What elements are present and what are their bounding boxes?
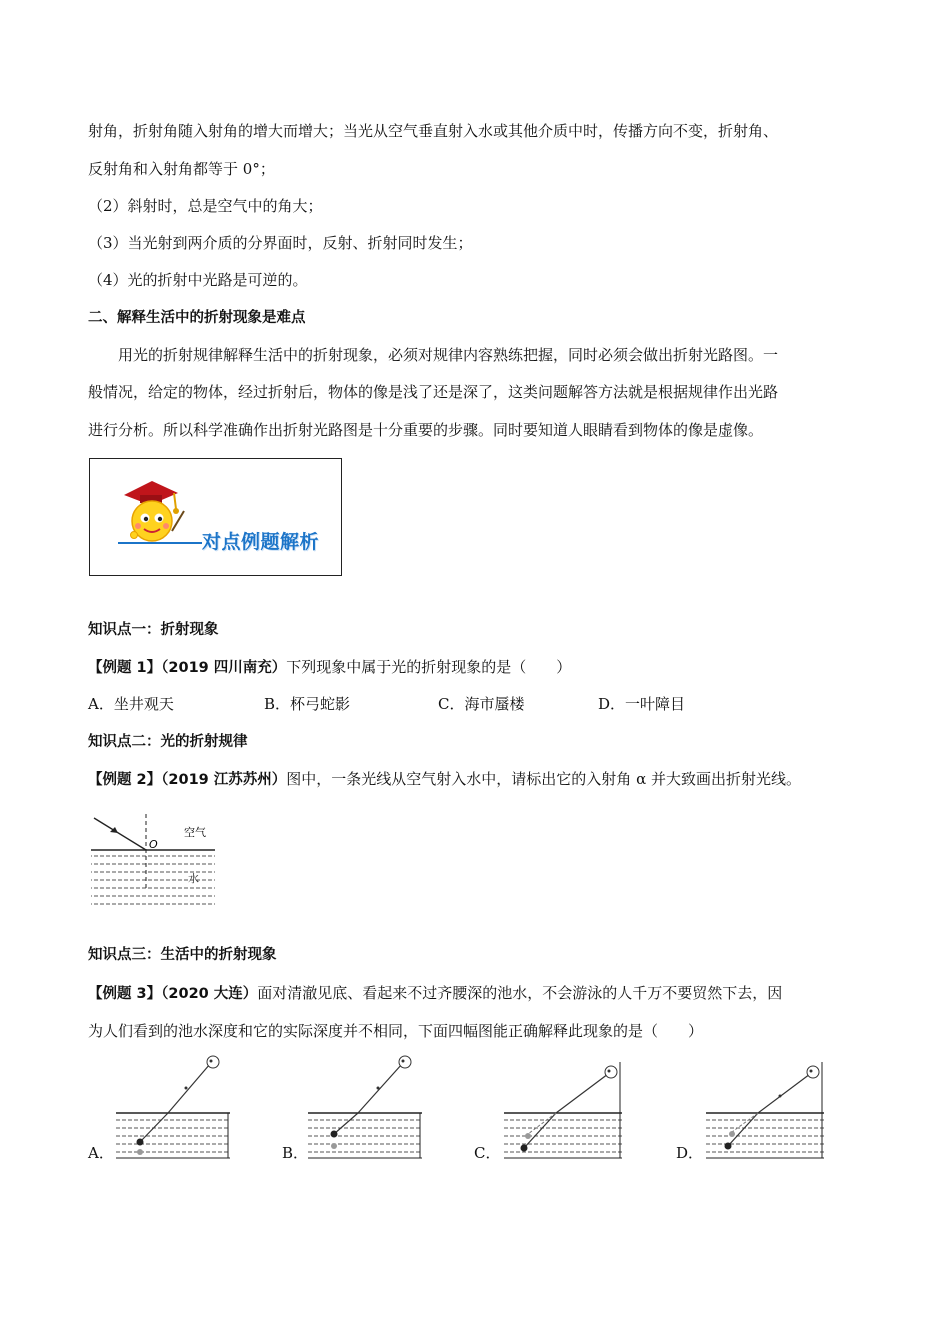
example-tag: 【例题 1】	[88, 660, 162, 676]
question-text: 下列现象中属于光的折射现象的是（ ）	[286, 658, 572, 676]
paragraph-line: 进行分析。所以科学准确作出折射光路图是十分重要的步骤。同时要知道人眼睛看到物体的像是虚像。	[88, 421, 764, 439]
option-a-figure	[110, 1052, 236, 1162]
question-text: 图中，一条光线从空气射入水中，请标出它的入射角 α 并大致画出折射光线。	[286, 770, 801, 788]
point-label: O	[149, 838, 158, 851]
example-source: （2019 四川南充）	[161, 660, 287, 676]
paragraph-line: 用光的折射规律解释生活中的折射现象，必须对规律内容熟练把握，同时必须会做出折射光路图。一	[118, 346, 779, 364]
option-d: D．一叶障目	[598, 695, 686, 713]
incident-ray	[94, 818, 146, 850]
paragraph-line: 般情况，给定的物体，经过折射后，物体的像是浅了还是深了，这类问题解答方法就是根据规律作出光路	[88, 383, 779, 401]
mascot-icon	[114, 473, 194, 553]
example-source: （2019 江苏苏州）	[161, 772, 287, 788]
question-text: 面对清澈见底、看起来不过齐腰深的池水，不会游泳的人千万不要贸然下去，因	[257, 984, 783, 1002]
list-item: （2）斜射时，总是空气中的角大；	[88, 197, 323, 215]
option-a: A．坐井观天	[88, 695, 174, 713]
list-item: （3）当光射到两介质的分界面时，反射、折射同时发生；	[88, 234, 473, 252]
knowledge-point-heading: 知识点二：光的折射规律	[88, 734, 248, 750]
example-question	[88, 657, 571, 678]
option-a-label: A．	[88, 1144, 114, 1162]
option-b: B．杯弓蛇影	[264, 695, 351, 713]
question-text: 为人们看到的池水深度和它的实际深度并不相同，下面四幅图能正确解释此现象的是（ ）	[88, 1022, 704, 1040]
example-question	[88, 769, 801, 790]
paragraph-line: 射角，折射角随入射角的增大而增大；当光从空气垂直射入水或其他介质中时，传播方向不变，折射角、	[88, 122, 779, 140]
example-source: （2020 大连）	[161, 986, 258, 1002]
paragraph-line: 反射角和入射角都等于 0°；	[88, 160, 275, 178]
option-c-label: C．	[474, 1144, 501, 1162]
option-d-label: D．	[676, 1144, 704, 1162]
option-d-figure	[700, 1052, 830, 1162]
refraction-figure	[88, 812, 228, 912]
option-c-figure	[498, 1052, 628, 1162]
knowledge-point-heading: 知识点一：折射现象	[88, 622, 219, 638]
example-tag: 【例题 3】	[88, 986, 162, 1002]
option-c: C．海市蜃楼	[438, 695, 525, 713]
knowledge-point-heading: 知识点三：生活中的折射现象	[88, 947, 277, 963]
list-item: （4）光的折射中光路是可逆的。	[88, 271, 308, 289]
air-label: 空气	[184, 826, 206, 839]
example-banner	[89, 458, 342, 576]
example-tag: 【例题 2】	[88, 772, 162, 788]
example-question	[88, 983, 782, 1004]
banner-divider	[118, 542, 202, 544]
water-label: 水	[188, 872, 199, 885]
option-b-figure	[302, 1052, 428, 1162]
option-b-label: B．	[282, 1144, 309, 1162]
section-heading: 二、解释生活中的折射现象是难点	[88, 310, 306, 326]
banner-title: 对点例题解析	[202, 531, 320, 553]
